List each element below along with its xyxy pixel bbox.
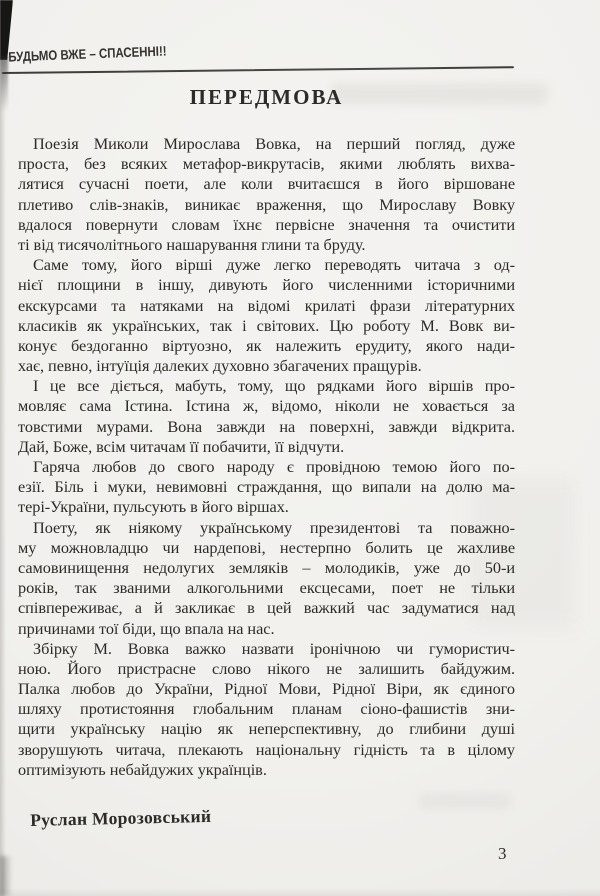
body-line: співпереживає, а й закликає в цей важкий час задуматися над xyxy=(18,598,515,618)
body-line: зворушують читача, плекають національну гідність та в цілому xyxy=(18,739,515,759)
body-line: тері-України, пульсують в його віршах. xyxy=(18,497,289,517)
running-header: БУДЬМО ВЖЕ – СПАСЕННІ!! xyxy=(8,42,167,65)
body-line: причинами тої біди, що впала на нас. xyxy=(18,618,275,638)
body-line: Палка любов до України, Рідної Мови, Рідної Віри, як єдиного xyxy=(18,679,515,699)
body-line: Поезія Миколи Мирослава Вовка, на перший погляд, дуже xyxy=(33,134,515,153)
body-line: ною. Його пристрасне слово нікого не залишить байдужим. xyxy=(18,658,515,678)
body-line: Гаряча любов до свого народу є провідною темою його по- xyxy=(33,457,515,476)
show-through-smudge xyxy=(420,794,510,808)
page-title: ПЕРЕДМОВА xyxy=(189,85,344,109)
body-line: езії. Біль і муки, невимовні страждання, що випали на долю ма- xyxy=(18,477,515,497)
body-line: оптимізують небайдужих українців. xyxy=(18,759,267,779)
body-line: мовляє сама Істина. Істина ж, відомо, ніколи не ховається за xyxy=(18,396,515,416)
body-line: щити українську націю як неперспективну, до глибини душі xyxy=(18,719,515,739)
body-line: нієї площини в іншу, дивують його численними історичними xyxy=(18,275,515,295)
header-rule xyxy=(2,66,514,74)
body-line: му можновладцю чи нардепові, нестерпно болить це жахливе xyxy=(18,537,515,557)
body-line: Поету, як ніякому українському президентові та поважно- xyxy=(33,517,515,537)
scan-corner-fade xyxy=(0,56,8,112)
body-line: конує бездоганно віртуозно, як належить ерудиту, якого нади- xyxy=(18,335,515,355)
body-line: І це все діється, мабуть, тому, що рядками його віршів про- xyxy=(33,376,515,396)
body-line: хає, певно, інтуїція далеких духовно збагачених пращурів. xyxy=(18,356,422,376)
body-line: товстими мурами. Вона завжди на поверхні, завжди відкрита. xyxy=(18,416,515,436)
body-line: Дай, Боже, всім читачам її побачити, її відчути. xyxy=(18,436,345,456)
scan-left-edge-shadow xyxy=(0,0,6,896)
body-line: плетиво слів-знаків, виникає враження, що Мирославу Вовку xyxy=(18,194,515,214)
page-number: 3 xyxy=(498,844,507,863)
author-signature: Руслан Морозовський xyxy=(30,805,212,830)
body-line: шляху протистояння глобальним планам сіоно-фашистів зни- xyxy=(18,699,515,719)
body-line: самовинищення недолугих земляків – молодиків, уже до 50-и xyxy=(18,557,515,577)
body-line: Саме тому, його вірші дуже легко переводять читача з од- xyxy=(33,255,515,275)
scan-bottom-shade xyxy=(0,888,600,896)
body-line: вдалося повернути словам їхнє первісне значення та очистити xyxy=(18,214,515,234)
body-text xyxy=(18,134,515,780)
body-line: лятися сучасні поети, але коли вчитаєшся в його віршоване xyxy=(18,174,515,194)
body-line: класиків як українських, так і світових. Цю роботу М. Вовк ви- xyxy=(18,315,515,335)
body-line: Збірку М. Вовка важко назвати іронічною чи гумористич- xyxy=(33,638,515,658)
body-line: проста, без всяких метафор-викрутасів, якими люблять вихва- xyxy=(18,154,515,174)
body-line: екскурсами та натяками на відомі крилаті фрази літературних xyxy=(18,295,515,315)
body-line: років, так званими алкогольними ексцесами, поет не тільки xyxy=(18,578,515,598)
body-line: ті від тисячолітнього нашарування глини та бруду. xyxy=(18,234,366,254)
